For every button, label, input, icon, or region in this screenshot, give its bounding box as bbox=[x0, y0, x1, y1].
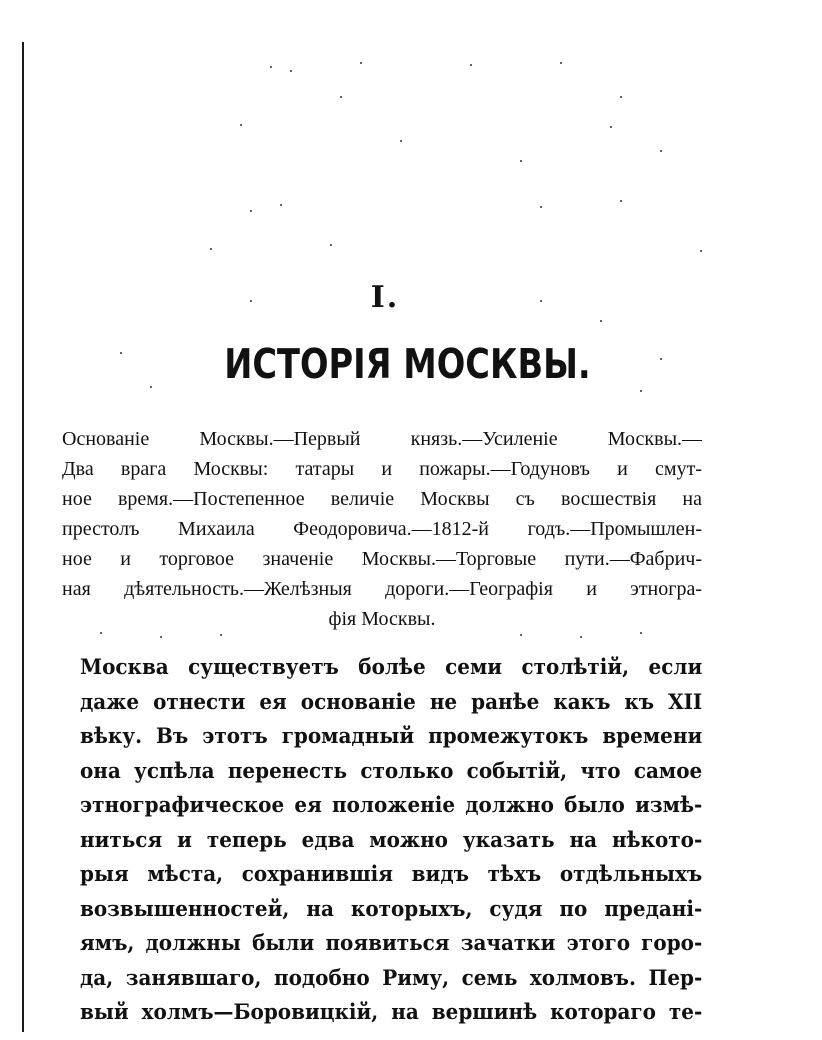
summary-line: Основанiе Москвы.—Первый князь.—Усиленiе Москвы.— bbox=[62, 428, 702, 450]
summary-line: Два врага Москвы: татары и пожары.—Годуновъ и смут- bbox=[62, 458, 702, 480]
body-line: Москва существуетъ болѣе семи столѣтiй, если bbox=[80, 654, 703, 679]
body-line: даже отнести ея основанiе не ранѣе какъ къ XII bbox=[80, 688, 703, 714]
summary-line: ное и торговое значенiе Москвы.—Торговые пути.—Фабрич- bbox=[62, 548, 702, 570]
body-line: этнографическое ея положенiе должно было измѣ- bbox=[80, 792, 703, 817]
body-line: вый холмъ—Боровицкiй, на вершинѣ котораго те- bbox=[80, 999, 703, 1024]
body-line: ямъ, должны были появиться зачатки этого горо- bbox=[80, 930, 703, 955]
summary-line: престолъ Михаила Феодоровича.—1812-й годъ.—Промышлен- bbox=[62, 518, 702, 540]
body-paragraph bbox=[80, 650, 702, 1030]
summary-line: ное время.—Постепенное величiе Москвы съ восшествiя на bbox=[62, 488, 702, 510]
body-line: ниться и теперь едва можно указать на нѣкото- bbox=[80, 826, 703, 852]
chapter-summary bbox=[62, 424, 702, 634]
body-line: рыя мѣста, сохранившiя видъ тѣхъ отдѣльныхъ bbox=[80, 861, 703, 886]
body-line: вѣку. Въ этотъ громадный промежутокъ времени bbox=[80, 723, 703, 748]
body-line: возвышенностей, на которыхъ, судя по преданi- bbox=[80, 895, 703, 921]
chapter-number: I. bbox=[370, 280, 400, 315]
body-line: она успѣла перенесть столько событiй, что самое bbox=[80, 757, 703, 783]
binding-margin-line bbox=[22, 42, 24, 1032]
summary-line: ная дѣятельность.—Желѣзныя дороги.—Географiя и этногра- bbox=[62, 578, 702, 600]
body-line: да, занявшаго, подобно Риму, семь холмовъ. Пер- bbox=[80, 964, 703, 990]
chapter-title: ИСТОРІЯ МОСКВЫ. bbox=[224, 340, 591, 388]
summary-line: фiя Москвы. bbox=[328, 608, 436, 630]
